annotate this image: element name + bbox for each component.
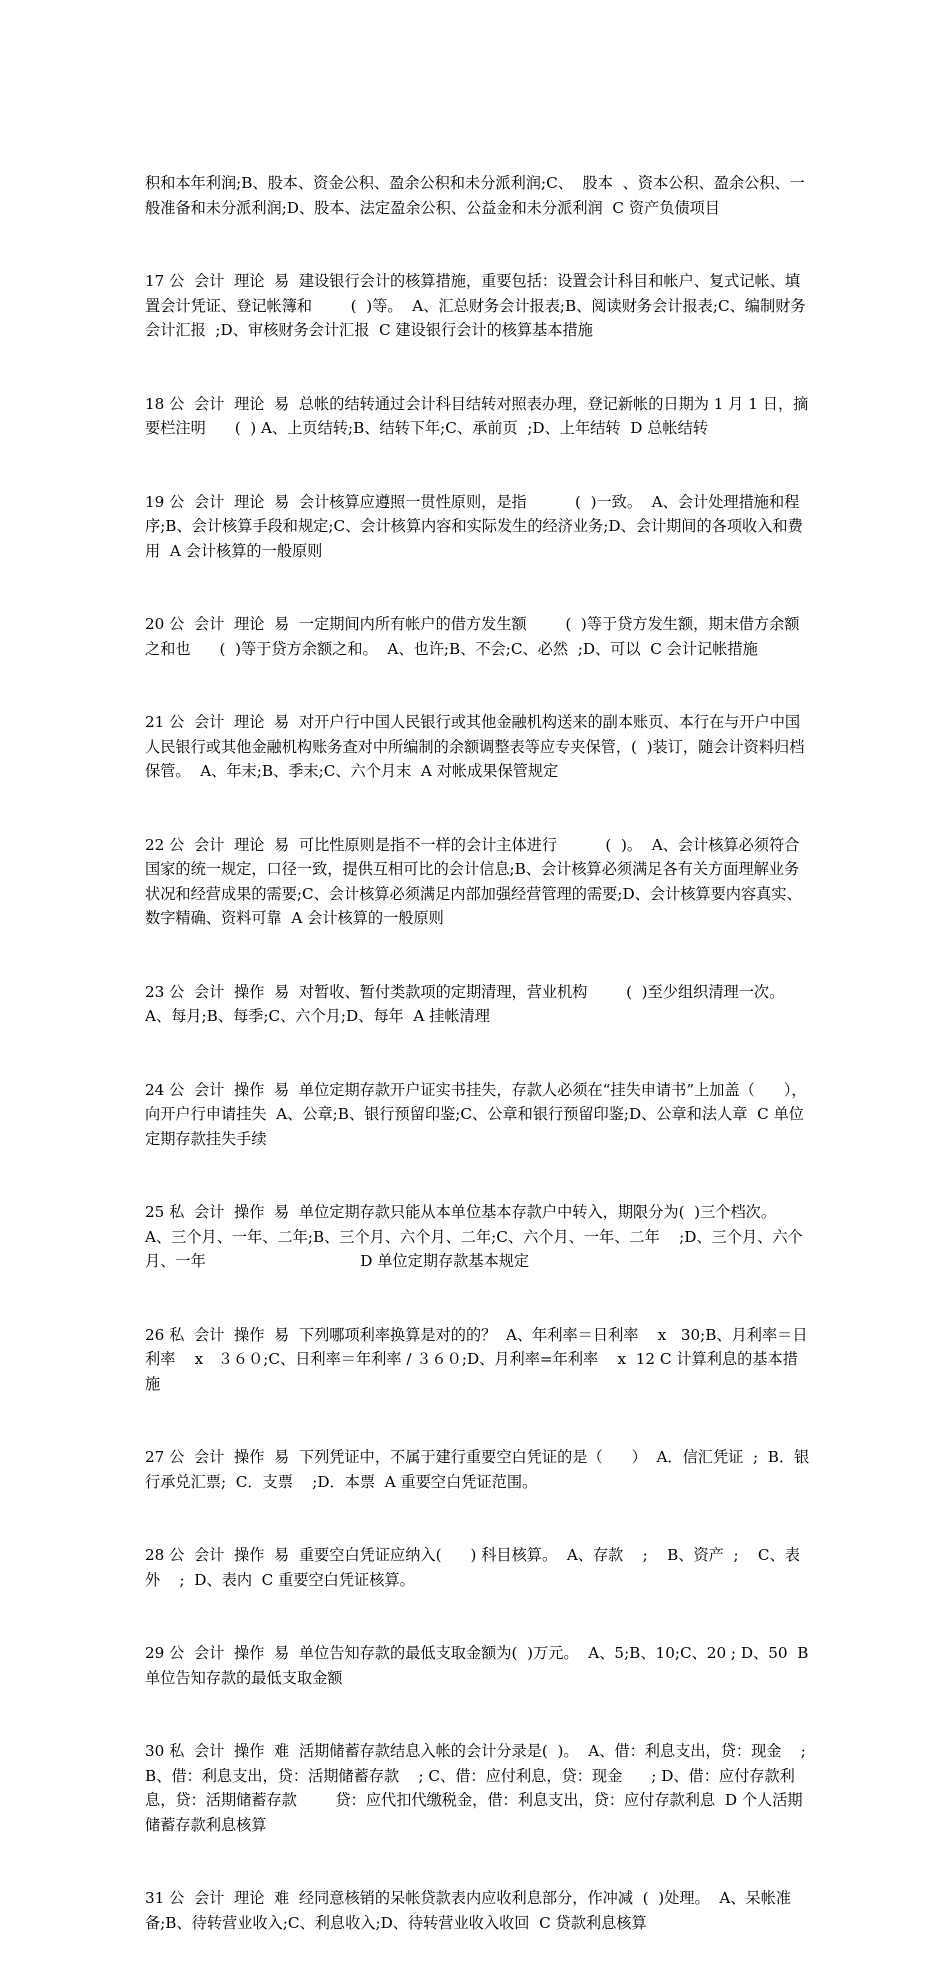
paragraph-continuation: 积和本年利润;B、股本、资金公积、盈余公积和未分派利润;C、 股本 、资本公积、盈余公积、一般准备和未分派利润;D、股本、法定盈余公积、公益金和未分派利润 C 资产负债项目 xyxy=(145,174,805,217)
question-20: 20 公 会计 理论 易 一定期间内所有帐户的借方发生额 ( )等于贷方发生额，期末借方余额之和也 ( )等于贷方余额之和。 A、也许;B、不会;C、必然 ;D、可以 C 会计记帐措施 xyxy=(145,615,800,658)
question-27: 27 公 会计 操作 易 下列凭证中，不属于建行重要空白凭证的是（ ） A．信汇凭证 ; B．银行承兑汇票; C．支票 ;D．本票 A 重要空白凭证范围。 xyxy=(145,1448,810,1491)
question-28: 28 公 会计 操作 易 重要空白凭证应纳入( ) 科目核算。 A、存款 ; B、资产 ; C、表外 ; D、表内 C 重要空白凭证核算。 xyxy=(145,1546,800,1589)
question-22: 22 公 会计 理论 易 可比性原则是指不一样的会计主体进行 ( )。 A、会计核算必须符合国家的统一规定，口径一致，提供互相可比的会计信息;B、会计核算必须满足各有关方面理解业务状况和经营成果的需要;C、会计核算必须满足内部加强经营管理的需要;D、会计核算要内容真实、数字精确、资料可靠 A 会计核算的一般原则 xyxy=(145,835,802,927)
question-24: 24 公 会计 操作 易 单位定期存款开户证实书挂失，存款人必须在“挂失申请书”上加盖（ ），向开户行申请挂失 A、公章;B、银行预留印鉴;C、公章和银行预留印鉴;D、公章和法人章 C 单位定期存款挂失手续 xyxy=(145,1080,807,1148)
question-29: 29 公 会计 操作 易 单位告知存款的最低支取金额为( )万元。 A、5;B、10;C、20 ; D、50 B 单位告知存款的最低支取金额 xyxy=(145,1644,814,1687)
question-31: 31 公 会计 理论 难 经同意核销的呆帐贷款表内应收利息部分，作冲减 ( )处理。 A、呆帐准备;B、待转营业收入;C、利息收入;D、待转营业收入收回 C 贷款利息核算 xyxy=(145,1889,792,1932)
question-21: 21 公 会计 理论 易 对开户行中国人民银行或其他金融机构送来的副本账页、本行在与开户中国人民银行或其他金融机构账务查对中所编制的余额调整表等应专夹保管，( )装订，随会计资料归档保管。 A、年末;B、季末;C、六个月末 A 对帐成果保管规定 xyxy=(145,713,805,780)
question-25: 25 私 会计 操作 易 单位定期存款只能从本单位基本存款户中转入，期限分为( )三个档次。 A、三个月、一年、二年;B、三个月、六个月、二年;C、六个月、一年、二年 ;D、三个月、六个月、一年 D 单位定期存款基本规定 xyxy=(145,1203,815,1270)
question-23: 23 公 会计 操作 易 对暂收、暂付类款项的定期清理，营业机构 ( )至少组织清理一次。 A、每月;B、每季;C、六个月;D、每年 A 挂帐清理 xyxy=(145,982,794,1025)
document-body xyxy=(145,122,815,1984)
question-26: 26 私 会计 操作 易 下列哪项利率换算是对的的？ A、年利率＝日利率 x 30;B、月利率＝日利率 x ３６０;C、日利率＝年利率 / ３６０;D、月利率=年利率 x 12 C 计算利息的基本措施 xyxy=(145,1325,808,1393)
question-30: 30 私 会计 操作 难 活期储蓄存款结息入帐的会计分录是( )。 A、借：利息支出，贷：现金 ; B、借：利息支出，贷：活期储蓄存款 ; C、借：应付利息，贷：现金 ; D、借：应付存款利息，贷：活期储蓄存款 贷：应代扣代缴税金，借：利息支出，贷：应付存款利息 D 个人活期储蓄存款利息核算 xyxy=(145,1742,811,1834)
question-17: 17 公 会计 理论 易 建设银行会计的核算措施，重要包括：设置会计科目和帐户、复式记帐、填置会计凭证、登记帐簿和 ( )等。 A、汇总财务会计报表;B、阅读财务会计报表;C、编制财务会计汇报 ;D、审核财务会计汇报 C 建设银行会计的核算基本措施 xyxy=(145,272,806,339)
question-19: 19 公 会计 理论 易 会计核算应遵照一贯性原则，是指 ( )一致。 A、会计处理措施和程序;B、会计核算手段和规定;C、会计核算内容和实际发生的经济业务;D、会计期间的各项收入和费用 A 会计核算的一般原则 xyxy=(145,492,803,560)
question-18: 18 公 会计 理论 易 总帐的结转通过会计科目结转对照表办理，登记新帐的日期为 1 月 1 日，摘要栏注明 ( ) A、上页结转;B、结转下年;C、承前页 ;D、上年结转 D 总帐结转 xyxy=(145,394,809,437)
